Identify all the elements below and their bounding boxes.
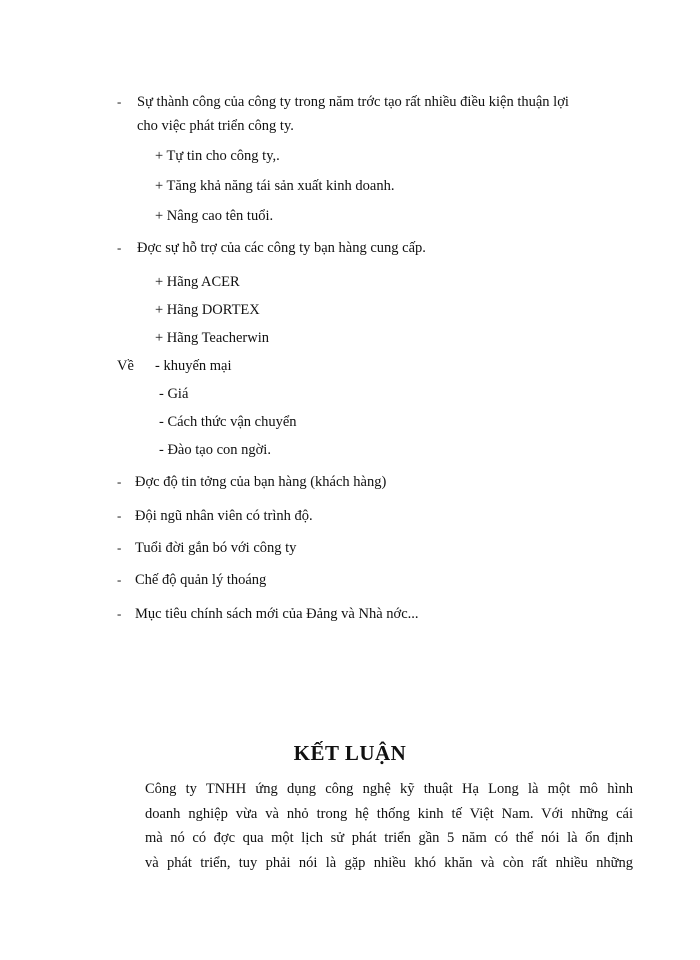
bullet-marker: - (117, 94, 122, 109)
sub-item: + Hãng DORTEX (155, 302, 260, 318)
bullet-marker: - (117, 540, 122, 555)
bullet-text-line: Đợc độ tin tởng của bạn hàng (khách hàng) (135, 474, 387, 490)
dash-item: - Giá (159, 386, 189, 402)
bullet-marker: - (117, 572, 122, 587)
bullet-marker: - (117, 606, 122, 621)
bullet-text-line: cho việc phát triển công ty. (137, 118, 294, 134)
sub-item: + Tăng khả năng tái sản xuất kinh doanh. (155, 178, 395, 194)
bullet-marker: - (117, 474, 122, 489)
dash-item: - Đào tạo con ngời. (159, 442, 271, 458)
paragraph-line: doanh nghiệp vừa và nhỏ trong hệ thống kinh tế Việt Nam. Với những cái (145, 805, 633, 822)
bullet-marker: - (117, 240, 122, 255)
dash-item: - Cách thức vận chuyển (159, 414, 297, 430)
bullet-text-line: Tuổi đời gắn bó với công ty (135, 540, 297, 556)
ve-item: - khuyến mại (155, 358, 232, 374)
bullet-text-line: Chế độ quản lý thoáng (135, 572, 267, 588)
conclusion-title: KẾT LUẬN (293, 741, 407, 765)
bullet-marker: - (117, 508, 122, 523)
sub-item: + Tự tin cho công ty,. (155, 148, 280, 164)
bullet-text-line: Sự thành công của công ty trong năm trớc tạo rất nhiều điều kiện thuận lợi (137, 94, 569, 110)
bullet-text-line: Mục tiêu chính sách mới của Đảng và Nhà nớc... (135, 606, 419, 622)
paragraph-line: mà nó có đợc qua một lịch sử phát triển gần 5 năm có thể nói là ổn định (145, 830, 633, 846)
sub-item: + Hãng Teacherwin (155, 330, 269, 346)
bullet-text-line: Đội ngũ nhân viên có trình độ. (135, 508, 313, 524)
ve-label: Về (117, 358, 134, 374)
sub-item: + Nâng cao tên tuổi. (155, 208, 274, 224)
sub-item: + Hãng ACER (155, 274, 240, 290)
bullet-text-line: Đợc sự hỗ trợ của các công ty bạn hàng cung cấp. (137, 240, 426, 256)
conclusion-paragraph (145, 777, 633, 875)
paragraph-line: và phát triển, tuy phải nói là gặp nhiều khó khăn và còn rất nhiều những (145, 854, 633, 871)
paragraph-line: Công ty TNHH ứng dụng công nghệ kỹ thuật Hạ Long là một mô hình (145, 781, 633, 797)
